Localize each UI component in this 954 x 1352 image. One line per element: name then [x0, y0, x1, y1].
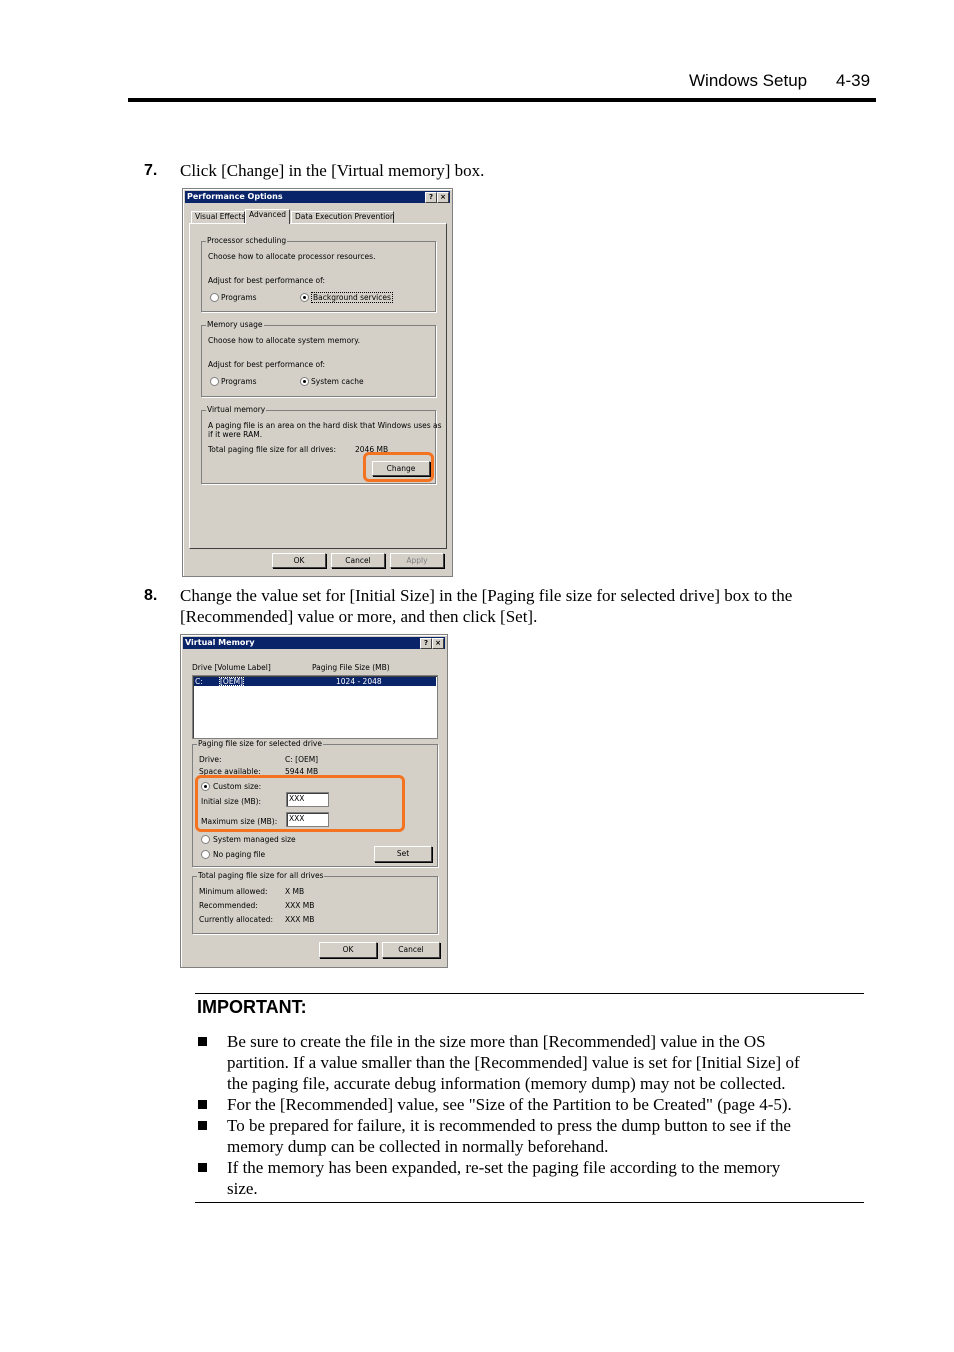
- cancel-button[interactable]: Cancel: [382, 942, 440, 958]
- mem-label: Memory usage: [207, 320, 263, 329]
- drive-row-label: [OEM]: [220, 677, 243, 686]
- total-paging-group: [192, 871, 438, 934]
- change-button[interactable]: Change: [372, 461, 430, 476]
- step-8-number: 8.: [144, 587, 158, 604]
- maximum-size-label: Maximum size (MB):: [201, 817, 278, 826]
- bullet-icon: [198, 1121, 207, 1130]
- performance-options-dialog: [182, 188, 453, 577]
- cancel-button[interactable]: Cancel: [331, 553, 385, 568]
- vm-desc-1: A paging file is an area on the hard disk that Windows uses as: [208, 421, 442, 430]
- min-allowed-value: X MB: [285, 887, 305, 896]
- change-highlight: [363, 452, 434, 482]
- step-7-number: 7.: [144, 162, 158, 179]
- bullet-3-line-1: To be prepared for failure, it is recommended to press the dump button to see if the: [227, 1116, 791, 1135]
- perf-title: Performance Options: [187, 192, 283, 201]
- set-button[interactable]: Set: [374, 846, 432, 862]
- important-bottom-rule: [195, 1202, 864, 1203]
- step-8-line-1: Change the value set for [Initial Size] in the [Paging file size for selected drive] box to the: [180, 586, 793, 605]
- bullet-1-line-3: the paging file, accurate debug information (memory dump) may not be collected.: [227, 1074, 786, 1093]
- apply-button[interactable]: Apply: [390, 553, 444, 568]
- sel-space-label: Space available:: [199, 767, 261, 776]
- bullet-4-line-1: If the memory has been expanded, re-set the paging file according to the memory: [227, 1158, 781, 1177]
- proc-desc: Choose how to allocate processor resources.: [208, 252, 376, 261]
- proc-programs-radio[interactable]: [210, 293, 219, 302]
- custom-size-label: Custom size:: [213, 782, 262, 791]
- col-size-header: Paging File Size (MB): [312, 663, 390, 672]
- drive-row-size: 1024 - 2048: [336, 677, 382, 686]
- mem-adjust: Adjust for best performance of:: [208, 360, 326, 369]
- mem-desc: Choose how to allocate system memory.: [208, 336, 361, 345]
- sel-drive-label: Drive:: [199, 755, 222, 764]
- help-icon[interactable]: ?: [425, 192, 437, 203]
- vm-label: Virtual memory: [207, 405, 266, 414]
- bullet-1-line-1: Be sure to create the file in the size more than [Recommended] value in the OS: [227, 1032, 766, 1051]
- perf-titlebar: [185, 191, 450, 203]
- bullet-icon: [198, 1163, 207, 1172]
- drive-row-selected[interactable]: [194, 677, 436, 686]
- vm-desc-2: if it were RAM.: [208, 430, 263, 439]
- page-number: 4-39: [836, 71, 871, 90]
- no-paging-file-radio[interactable]: [201, 850, 210, 859]
- total-label: Total paging file size for all drives: [198, 871, 324, 880]
- proc-background-radio[interactable]: [300, 293, 309, 302]
- ok-button[interactable]: OK: [319, 942, 377, 958]
- bullet-3-line-2: memory dump can be collected in normally beforehand.: [227, 1137, 609, 1156]
- step-7-text: Click [Change] in the [Virtual memory] box.: [180, 161, 485, 180]
- tab-visual-effects[interactable]: Visual Effects: [191, 211, 245, 223]
- proc-label: Processor scheduling: [207, 236, 287, 245]
- close-icon[interactable]: ×: [432, 638, 444, 649]
- header-rule: [128, 98, 876, 102]
- sel-label: Paging file size for selected drive: [198, 739, 322, 748]
- recommended-label: Recommended:: [199, 901, 258, 910]
- bullet-icon: [198, 1037, 207, 1046]
- mem-programs-label: Programs: [221, 377, 257, 386]
- system-managed-label: System managed size: [213, 835, 296, 844]
- header-section: Windows Setup: [689, 71, 808, 90]
- proc-background-label: Background services: [313, 293, 391, 302]
- vm-total-label: Total paging file size for all drives:: [208, 445, 336, 454]
- maximum-size-input[interactable]: XXX: [286, 812, 329, 827]
- important-title: IMPORTANT:: [197, 997, 307, 1017]
- vm-title: Virtual Memory: [185, 638, 255, 647]
- tab-data-execution-prevention[interactable]: Data Execution Prevention: [291, 211, 394, 223]
- help-icon[interactable]: ?: [420, 638, 432, 649]
- vm-total-value: 2046 MB: [355, 445, 389, 454]
- mem-system-cache-radio[interactable]: [300, 377, 309, 386]
- system-managed-radio[interactable]: [201, 835, 210, 844]
- initial-size-label: Initial size (MB):: [201, 797, 262, 806]
- memory-usage-group: [201, 320, 436, 397]
- processor-scheduling-group: [201, 236, 436, 312]
- virtual-memory-dialog: [180, 634, 448, 968]
- step-8-line-2: [Recommended] value or more, and then click [Set].: [180, 607, 538, 626]
- sel-space-value: 5944 MB: [285, 767, 319, 776]
- proc-programs-label: Programs: [221, 293, 257, 302]
- mem-system-cache-label: System cache: [311, 377, 364, 386]
- initial-size-input[interactable]: XXX: [286, 792, 329, 807]
- close-icon[interactable]: ×: [437, 192, 449, 203]
- bullet-1-line-2: partition. If a value smaller than the [Recommended] value is set for [Initial Size] of: [227, 1053, 800, 1072]
- tab-advanced[interactable]: Advanced: [245, 209, 290, 224]
- min-allowed-label: Minimum allowed:: [199, 887, 268, 896]
- proc-adjust: Adjust for best performance of:: [208, 276, 326, 285]
- col-drive-header: Drive [Volume Label]: [192, 663, 271, 672]
- currently-allocated-label: Currently allocated:: [199, 915, 273, 924]
- drive-row-drive: C:: [195, 677, 203, 686]
- sel-drive-value: C: [OEM]: [285, 755, 319, 764]
- no-paging-file-label: No paging file: [213, 850, 266, 859]
- ok-button[interactable]: OK: [272, 553, 326, 568]
- drive-list[interactable]: [192, 675, 438, 739]
- recommended-value: XXX MB: [285, 901, 315, 910]
- important-top-rule: [195, 993, 864, 994]
- bullet-4-line-2: size.: [227, 1179, 258, 1198]
- bullet-2-line-1: For the [Recommended] value, see "Size of the Partition to be Created" (page 4-5).: [227, 1095, 792, 1114]
- mem-programs-radio[interactable]: [210, 377, 219, 386]
- bullet-icon: [198, 1100, 207, 1109]
- custom-size-highlight: [195, 775, 405, 832]
- currently-allocated-value: XXX MB: [285, 915, 315, 924]
- vm-titlebar: [183, 637, 445, 649]
